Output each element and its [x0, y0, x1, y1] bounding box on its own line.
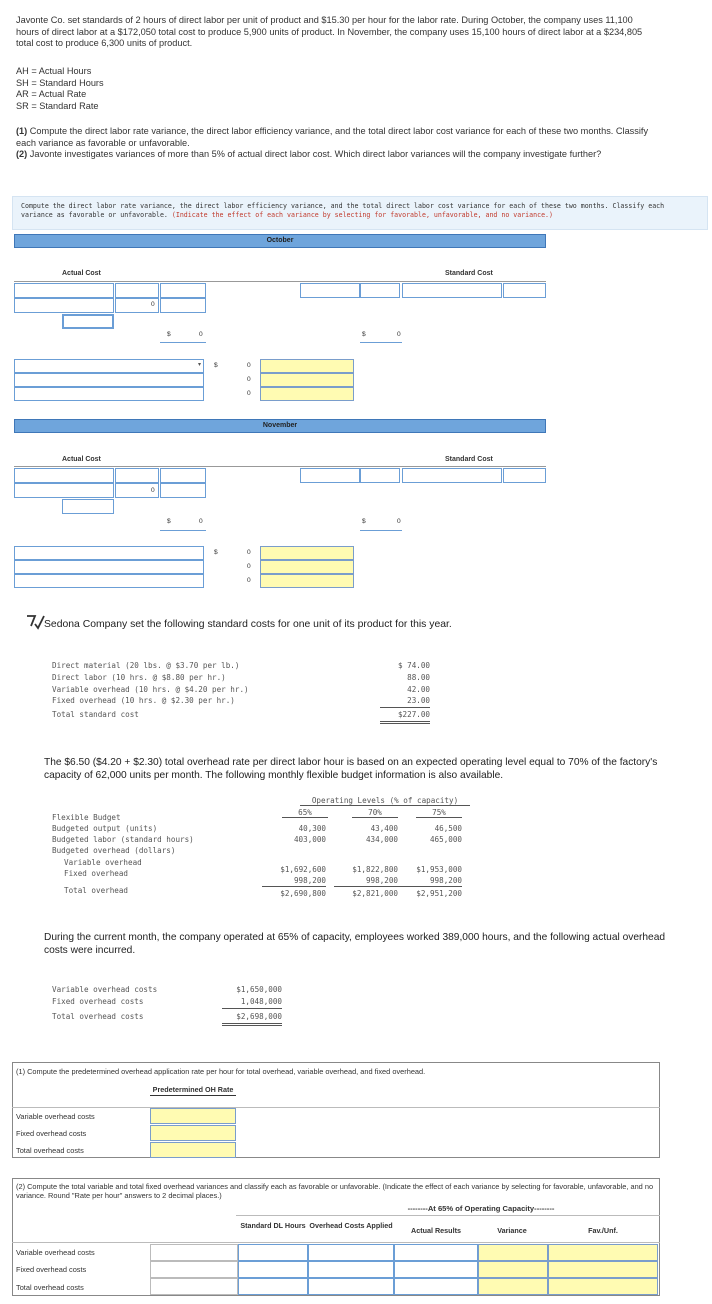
variance-question: (2) Compute the total variable and total fixed overhead variances and classify each as favorable or unfavorable. (Indicate the effect of each variance by selecting for favorable, unfavorable, and no variance. Round "Rate per hour" answers to 2 decimal places.) — [16, 1182, 654, 1201]
oct-dollar-3: $ — [214, 362, 218, 369]
actual-cost-labels — [52, 984, 157, 1023]
oct-value-1: 0 — [199, 331, 203, 338]
nov-actual-value: 0 — [151, 487, 155, 494]
var-row1-dl-hours-input[interactable] — [238, 1261, 308, 1278]
october-actual-cost-header: Actual Cost — [62, 270, 101, 277]
nov-dollar-1: $ — [167, 518, 171, 525]
var-row1-blank — [150, 1261, 238, 1278]
overhead-rate-text: The $6.50 ($4.20 + $2.30) total overhead rate per direct labor hour is based on an expected operating level equal to 70% of the factory's capacity of 62,000 units per month. The following monthly flexible budget information is also available. — [44, 757, 658, 781]
nov-sh-ah-input[interactable] — [300, 468, 360, 483]
std-cost-label-1: Direct labor (10 hrs. @ $8.80 per hr.) — [52, 672, 226, 682]
oh-rate-sep — [12, 1107, 660, 1108]
oct-value-2: 0 — [397, 331, 401, 338]
abbreviation-list — [16, 66, 104, 112]
abbr-sr: SR = Standard Rate — [16, 100, 99, 111]
nov-value-2: 0 — [397, 518, 401, 525]
var-row2-variance-input[interactable] — [478, 1278, 548, 1295]
nov-sr-input[interactable] — [360, 468, 400, 483]
variance-table-sep — [12, 1242, 660, 1243]
flex-70-total: $2,821,000 — [352, 889, 398, 898]
oct-ar2-input[interactable] — [160, 298, 206, 313]
flex-65-output: 40,300 — [298, 824, 326, 833]
question-1 — [16, 126, 656, 149]
flex-col-70 — [334, 823, 398, 899]
flex-75-total: $2,951,200 — [416, 889, 462, 898]
std-cost-label-3: Fixed overhead (10 hrs. @ $2.30 per hr.) — [52, 696, 235, 706]
instruction-note: (Indicate the effect of each variance by selecting for favorable, unfavorable, and no variance.) — [171, 211, 553, 219]
nov-efficiency-fav-unf-select[interactable] — [260, 560, 354, 574]
std-cost-value-0: $ 74.00 — [397, 661, 430, 670]
std-cost-value-1: 88.00 — [407, 672, 430, 682]
oct-value-4: 0 — [247, 376, 251, 383]
nov-rate-variance-select[interactable] — [14, 546, 204, 560]
std-cost-label-0: Direct material (20 lbs. @ $3.70 per lb.) — [52, 661, 240, 670]
actual-overhead-text: During the current month, the company operated at 65% of capacity, employees worked 389,000 hours, and the following actual overhead costs were incurred. — [44, 932, 666, 956]
oct-sh-ah-input[interactable] — [300, 283, 360, 298]
flex-col-75 — [398, 823, 462, 899]
nov-ah2-input[interactable] — [14, 483, 114, 498]
level-70-underline — [352, 817, 398, 818]
nov-sr2-input[interactable] — [503, 468, 546, 483]
flex-70-output: 43,400 — [370, 824, 398, 833]
col-standard-dl-hours: Standard DL Hours — [240, 1221, 306, 1230]
col-overhead-applied: Overhead Costs Applied — [309, 1221, 393, 1230]
question-2-number: (2) — [16, 149, 28, 159]
instruction-box — [12, 196, 708, 230]
var-row1-variance-input[interactable] — [478, 1261, 548, 1278]
oct-dollar-2: $ — [362, 331, 366, 338]
var-row0-applied-input[interactable] — [308, 1244, 394, 1261]
level-65-underline — [282, 817, 328, 818]
flex-budget-labels — [52, 812, 194, 896]
var-row2-fav-unf-select[interactable] — [548, 1278, 658, 1295]
std-cost-labels — [52, 660, 249, 721]
col-variance: Variance — [497, 1226, 527, 1235]
flex-row-label-5: Fixed overhead — [64, 869, 129, 878]
nov-value-3: 0 — [247, 549, 251, 556]
col-fav-unf: Fav./Unf. — [588, 1226, 618, 1235]
nov-actual-total-input[interactable] — [62, 499, 114, 514]
oct-total-fav-unf-select[interactable] — [260, 387, 354, 401]
oct-sh-input[interactable] — [402, 283, 502, 298]
actual-label-1: Fixed overhead costs — [52, 997, 144, 1006]
nov-total-fav-unf-select[interactable] — [260, 574, 354, 588]
capacity-band: --------At 65% of Operating Capacity-------- — [407, 1204, 555, 1213]
flex-col-65 — [262, 823, 326, 899]
oct-sr-input[interactable] — [360, 283, 400, 298]
var-row2-applied-input[interactable] — [308, 1278, 394, 1295]
flex-row-label-2: Budgeted labor (standard hours) — [52, 835, 194, 844]
oct-ah2-input[interactable] — [14, 298, 114, 313]
std-cost-value-2: 42.00 — [407, 684, 430, 694]
nov-sh-input[interactable] — [402, 468, 502, 483]
variable-oh-rate-input[interactable] — [150, 1108, 236, 1124]
flex-75-fixed: 998,200 — [398, 875, 462, 887]
var-row-label-1: Fixed overhead costs — [16, 1265, 87, 1274]
question-1-text: Compute the direct labor rate variance, the direct labor efficiency variance, and the total direct labor cost variance for each of these two months. Classify each variance as favorable or unfavorable. — [16, 126, 649, 148]
var-row0-actual-input[interactable] — [394, 1244, 478, 1261]
operating-levels-header: Operating Levels (% of capacity) — [300, 796, 470, 806]
oh-rate-table — [12, 1062, 660, 1158]
flex-75-output: 46,500 — [434, 824, 462, 833]
oct-ah-input[interactable] — [14, 283, 114, 298]
october-standard-cost-header: Standard Cost — [445, 270, 493, 277]
november-title: November — [14, 419, 546, 433]
flex-65-total: $2,690,800 — [280, 889, 326, 898]
oct-op-input[interactable] — [115, 283, 159, 298]
flex-70-labor: 434,000 — [365, 835, 398, 844]
oh-rate-header: Predetermined OH Rate — [150, 1086, 236, 1096]
var-row-label-2: Total overhead costs — [16, 1283, 84, 1292]
flex-row-label-6: Total overhead — [64, 886, 129, 895]
oct-underline-1 — [160, 342, 206, 343]
total-oh-rate-input[interactable] — [150, 1142, 236, 1158]
oh-rate-row-label-2: Total overhead costs — [16, 1146, 84, 1155]
std-cost-value-3: 23.00 — [380, 695, 430, 708]
var-row2-dl-hours-input[interactable] — [238, 1278, 308, 1295]
oct-efficiency-fav-unf-select[interactable] — [260, 373, 354, 387]
oct-rate-variance-select[interactable] — [14, 359, 204, 373]
var-row0-dl-hours-input[interactable] — [238, 1244, 308, 1261]
nov-op-input[interactable] — [115, 468, 159, 483]
nov-rate-fav-unf-select[interactable] — [260, 546, 354, 560]
var-row0-blank — [150, 1244, 238, 1261]
problem1-intro: Javonte Co. set standards of 2 hours of direct labor per unit of product and $15.30 per hour for the labor rate. During October, the company uses 11,100 hours of direct labor at a $172,050 total cost to produce 5,900 units of product. In November, the company uses 15,100 hours of direct labor at a $234,805 total cost to produce 6,300 units of product. — [16, 15, 643, 49]
nov-underline-1 — [160, 530, 206, 531]
oh-rate-question: (1) Compute the predetermined overhead application rate per hour for total overhead, variable overhead, and fixed overhead. — [16, 1067, 426, 1076]
chegg-logo-icon — [24, 612, 46, 634]
november-standard-cost-header: Standard Cost — [445, 456, 493, 463]
oct-underline-2 — [360, 342, 402, 343]
october-divider — [14, 281, 546, 282]
instruction-text: Compute the direct labor rate variance, the direct labor efficiency variance, and the total direct labor cost variance for each of these two months. Classify each variance as favorable or unfavorable. — [21, 202, 665, 219]
nov-ar-input[interactable] — [160, 468, 206, 483]
flex-row-label-0: Flexible Budget — [52, 813, 121, 822]
actual-value-1: 1,048,000 — [222, 996, 282, 1009]
flex-70-variable: $1,822,800 — [352, 865, 398, 874]
std-cost-label-4: Total standard cost — [52, 710, 139, 720]
std-cost-label-2: Variable overhead (10 hrs. @ $4.20 per hr.) — [52, 684, 249, 694]
oct-total-variance-select[interactable] — [14, 387, 204, 401]
level-75-underline — [416, 817, 462, 818]
nov-ar2-input[interactable] — [160, 483, 206, 498]
actual-label-0: Variable overhead costs — [52, 985, 158, 994]
question-2-text: Javonte investigates variances of more than 5% of actual direct labor cost. Which direct labor variances will the company investigate further? — [29, 149, 602, 159]
var-row-label-0: Variable overhead costs — [16, 1248, 95, 1257]
flex-65-labor: 403,000 — [293, 835, 326, 844]
oct-rate-fav-unf-select[interactable] — [260, 359, 354, 373]
question-1-number: (1) — [16, 126, 28, 136]
nov-value-4: 0 — [247, 563, 251, 570]
actual-label-2: Total overhead costs — [52, 1012, 144, 1021]
november-divider — [14, 466, 546, 467]
std-cost-values — [380, 660, 430, 724]
oh-rate-row-label-0: Variable overhead costs — [16, 1112, 95, 1121]
nov-efficiency-variance-select[interactable] — [14, 560, 204, 574]
col-actual-results: Actual Results — [411, 1226, 461, 1235]
level-70: 70% — [368, 808, 382, 817]
question-2 — [16, 149, 616, 161]
oh-rate-row-label-1: Fixed overhead costs — [16, 1129, 87, 1138]
flex-row-label-3: Budgeted overhead (dollars) — [52, 846, 176, 855]
var-row2-blank — [150, 1278, 238, 1295]
flex-65-variable: $1,692,600 — [280, 865, 326, 874]
problem2-intro: Sedona Company set the following standard costs for one unit of its product for this year. — [44, 619, 452, 630]
oct-actual-value: 0 — [151, 301, 155, 308]
oct-actual-total-input[interactable] — [62, 314, 114, 329]
actual-cost-values — [222, 984, 282, 1026]
capacity-band-line — [236, 1215, 660, 1216]
actual-value-2: $2,698,000 — [222, 1011, 282, 1026]
flex-65-fixed: 998,200 — [262, 875, 326, 887]
actual-value-0: $1,650,000 — [236, 985, 282, 994]
nov-total-variance-select[interactable] — [14, 574, 204, 588]
oct-value-5: 0 — [247, 390, 251, 397]
flex-70-fixed: 998,200 — [334, 875, 398, 887]
flex-75-labor: 465,000 — [429, 835, 462, 844]
abbr-ah: AH = Actual Hours — [16, 66, 92, 76]
oct-sr2-input[interactable] — [503, 283, 546, 298]
oct-efficiency-variance-select[interactable] — [14, 373, 204, 387]
std-cost-value-4: $227.00 — [380, 709, 430, 724]
nov-ah-input[interactable] — [14, 468, 114, 483]
nov-value-1: 0 — [199, 518, 203, 525]
nov-dollar-3: $ — [214, 549, 218, 556]
var-row0-fav-unf-select[interactable] — [548, 1244, 658, 1261]
abbr-sh: SH = Standard Hours — [16, 77, 104, 88]
nov-dollar-2: $ — [362, 518, 366, 525]
nov-value-5: 0 — [247, 577, 251, 584]
var-row1-fav-unf-select[interactable] — [548, 1261, 658, 1278]
level-75: 75% — [432, 808, 446, 817]
flex-row-label-1: Budgeted output (units) — [52, 824, 158, 833]
var-row1-applied-input[interactable] — [308, 1261, 394, 1278]
level-65: 65% — [298, 808, 312, 817]
flex-row-label-4: Variable overhead — [64, 858, 142, 867]
november-actual-cost-header: Actual Cost — [62, 456, 101, 463]
var-row0-variance-input[interactable] — [478, 1244, 548, 1261]
oct-value-3: 0 — [247, 362, 251, 369]
var-row1-actual-input[interactable] — [394, 1261, 478, 1278]
var-row2-actual-input[interactable] — [394, 1278, 478, 1295]
chevron-down-icon: ▾ — [197, 362, 201, 368]
oct-ar-input[interactable] — [160, 283, 206, 298]
fixed-oh-rate-input[interactable] — [150, 1125, 236, 1141]
abbr-ar: AR = Actual Rate — [16, 89, 87, 100]
flex-75-variable: $1,953,000 — [416, 865, 462, 874]
nov-underline-2 — [360, 530, 402, 531]
oct-dollar-1: $ — [167, 331, 171, 338]
october-title: October — [14, 234, 546, 248]
